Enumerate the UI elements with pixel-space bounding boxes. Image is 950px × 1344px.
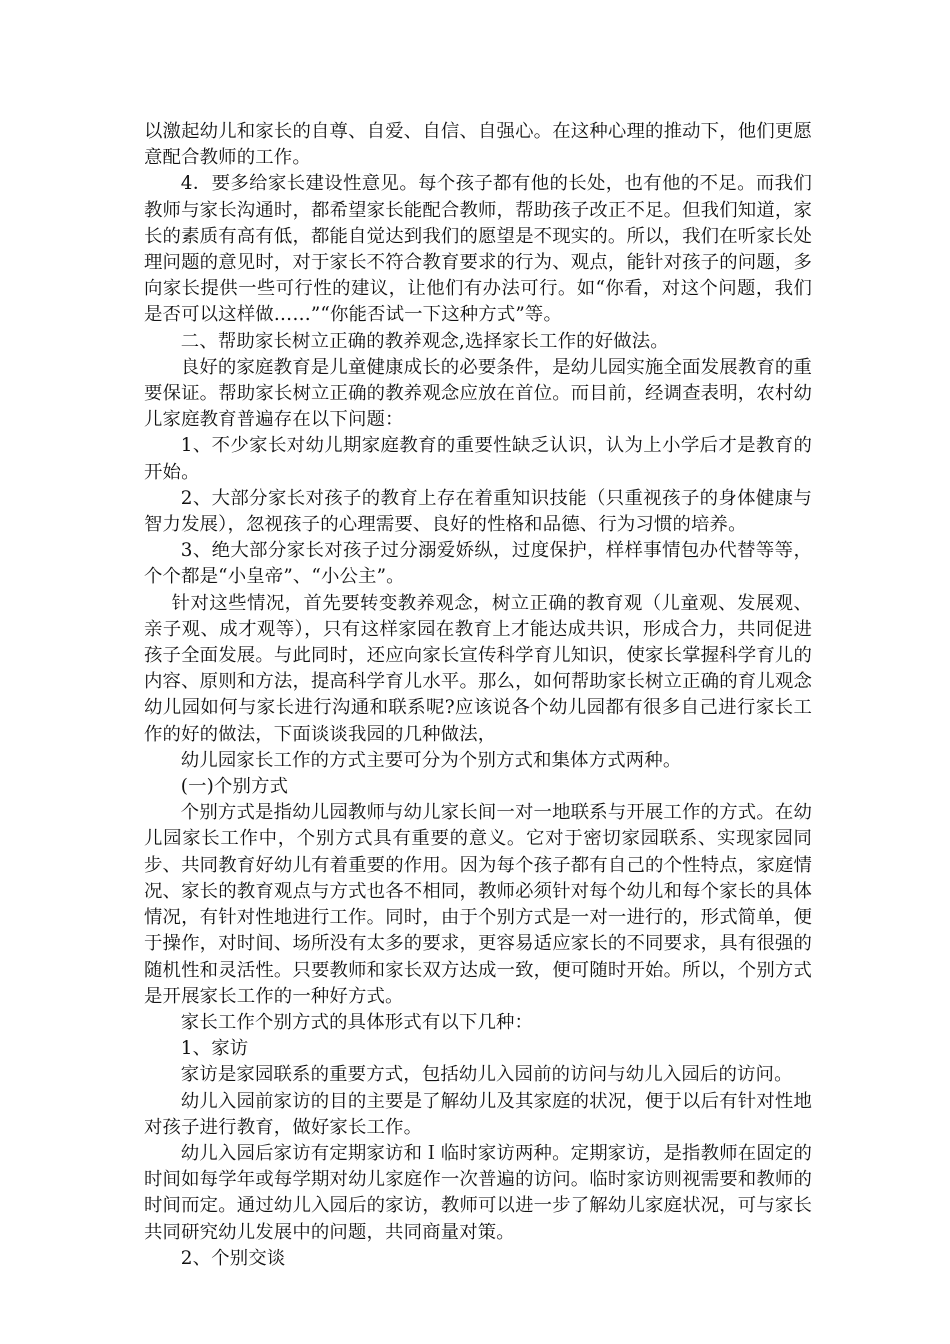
list-item-problem-2: 2、大部分家长对孩子的教育上存在着重知识技能（只重视孩子的身体健康与智力发展），忽视孩子的心理需要、良好的性格和品德、行为习惯的培养。 <box>144 487 812 536</box>
paragraph-response: 针对这些情况，首先要转变教养观念，树立正确的教育观（儿童观、发展观、亲子观、成才观等），只有这样家园在教育上才能达成共识，形成合力，共同促进孩子全面发展。与此同时，还应向家长宣传科学育儿知识，使家长掌握科学育儿的内容、原则和方法，提高科学育儿水平。那么，如何帮助家长树立正确的育儿观念幼儿园如何与家长进行沟通和联系呢?应该说各个幼儿园都有很多自己进行家长工作的好的做法，下面谈谈我园的几种做法， <box>144 592 812 745</box>
subheading-home-visit: 1、家访 <box>180 1038 249 1060</box>
paragraph-individual-method: 个别方式是指幼儿园教师与幼儿家长间一对一地联系与开展工作的方式。在幼儿园家长工作中，个别方式具有重要的意义。它对于密切家园联系、实现家园同步、共同教育好幼儿有着重要的作用。因为每个孩子都有自己的个性特点，家庭情况、家长的教育观点与方式也各不相同，教师必须针对每个幼儿和每个家长的具体情况，有针对性地进行工作。同时，由于个别方式是一对一进行的，形式简单，便于操作，对时间、场所没有太多的要求，更容易适应家长的不同要求，具有很强的随机性和灵活性。只要教师和家长双方达成一致，便可随时开始。所以，个别方式是开展家长工作的一种好方式。 <box>144 802 812 1007</box>
paragraph-family-education: 良好的家庭教育是儿童健康成长的必要条件，是幼儿园实施全面发展教育的重要保证。帮助家长树立正确的教养观念应放在首位。而目前，经调查表明，农村幼儿家庭教育普遍存在以下问题： <box>144 356 812 431</box>
paragraph-point-4: 4．要多给家长建设性意见。每个孩子都有他的长处，也有他的不足。而我们教师与家长沟通时，都希望家长能配合教师，帮助孩子改正不足。但我们知道，家长的素质有高有低，都能自觉达到我们的愿望是不现实的。所以，我们在听家长处理问题的意见时，对于家长不符合教育要求的行为、观点，能针对孩子的问题，多向家长提供一些可行性的建议，让他们有办法可行。如“你看，对这个问题，我们是否可以这样做……”“你能否试一下这种方式”等。 <box>144 173 812 326</box>
subheading-individual: (一)个别方式 <box>180 776 289 798</box>
list-item-problem-3: 3、绝大部分家长对孩子过分溺爱娇纵，过度保护，样样事情包办代替等等，个个都是“小皇帝”、“小公主”。 <box>144 540 812 588</box>
list-item-problem-1: 1、不少家长对幼儿期家庭教育的重要性缺乏认识，认为上小学后才是教育的开始。 <box>144 435 812 483</box>
paragraph-pre-enrollment: 幼儿入园前家访的目的主要是了解幼儿及其家庭的状况，便于以后有针对性地对孩子进行教育，做好家长工作。 <box>144 1090 812 1138</box>
paragraph-forms-intro: 家长工作个别方式的具体形式有以下几种： <box>180 1011 534 1033</box>
paragraph-work-methods: 幼儿园家长工作的方式主要可分为个别方式和集体方式两种。 <box>180 749 682 771</box>
paragraph-continuation: 以激起幼儿和家长的自尊、自爱、自信、自强心。在这种心理的推动下，他们更愿意配合教师的工作。 <box>144 121 812 169</box>
paragraph-home-visit: 家访是家园联系的重要方式，包括幼儿入园前的访问与幼儿入园后的访问。 <box>180 1064 793 1086</box>
subheading-individual-talk: 2、个别交谈 <box>180 1247 286 1269</box>
document-body <box>144 119 812 1272</box>
section-heading-2: 二、帮助家长树立正确的教养观念,选择家长工作的好做法。 <box>180 330 669 352</box>
paragraph-post-enrollment: 幼儿入园后家访有定期家访和Ｉ临时家访两种。定期家访，是指教师在固定的时间如每学年或每学期对幼儿家庭作一次普遍的访问。临时家访则视需要和教师的时间而定。通过幼儿入园后的家访，教师可以进一步了解幼儿家庭状况，可与家长共同研究幼儿发展中的问题，共同商量对策。 <box>144 1142 812 1243</box>
